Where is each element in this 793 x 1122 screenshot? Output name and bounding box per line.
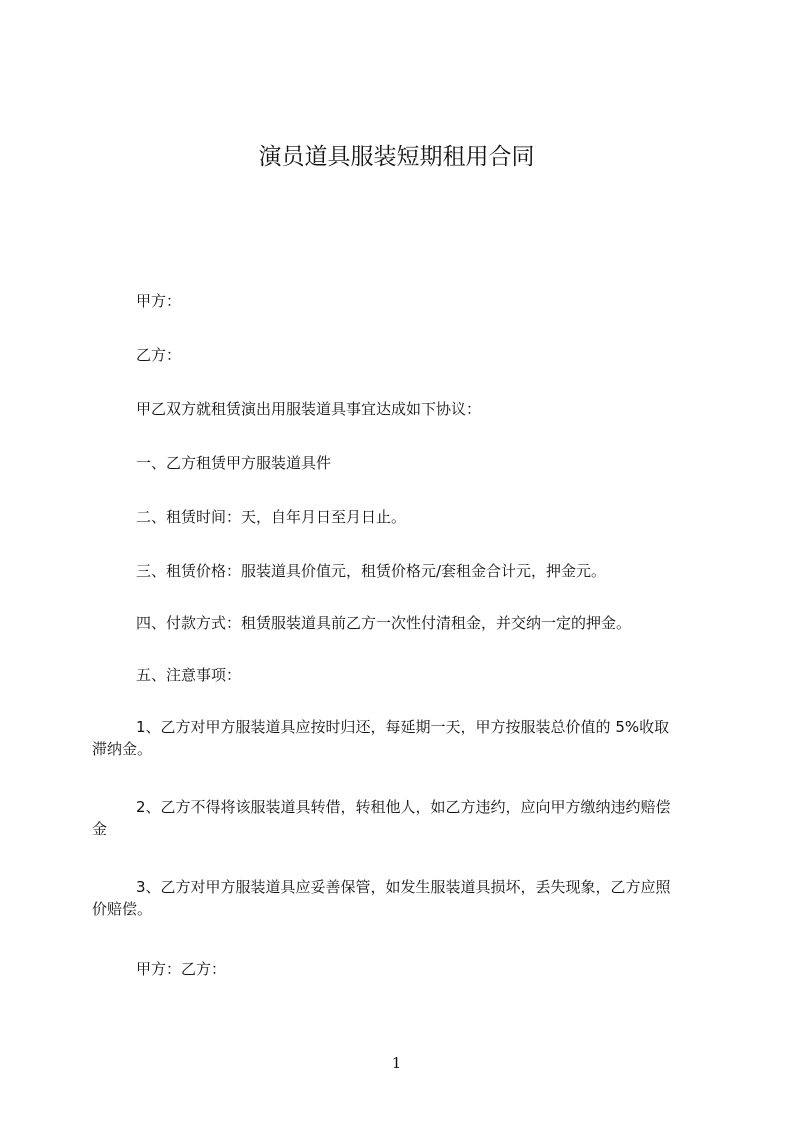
clause-2: 二、租赁时间：天，自年月日至月日止。 [136, 508, 407, 526]
note-1 [92, 716, 712, 760]
intro-paragraph: 甲乙双方就租赁演出用服装道具事宜达成如下协议： [136, 400, 482, 418]
note-2 [92, 796, 712, 840]
document-title: 演员道具服装短期租用合同 [258, 144, 535, 170]
clause-3: 三、租赁价格：服装道具价值元，租赁价格元/套租金合计元，押金元。 [136, 562, 607, 580]
clause-4: 四、付款方式：租赁服装道具前乙方一次性付清租金，并交纳一定的押金。 [136, 614, 632, 632]
party-b-label: 乙方： [136, 346, 182, 364]
note-3-line-2: 价赔偿。 [92, 900, 153, 918]
note-1-line-2: 滞纳金。 [92, 740, 153, 758]
clause-1: 一、乙方租赁甲方服装道具件 [136, 454, 332, 472]
note-2-line-2: 金 [92, 820, 108, 838]
clause-5: 五、注意事项： [136, 666, 242, 684]
note-1-line-1: 1、乙方对甲方服装道具应按时归还，每延期一天，甲方按服装总价值的 5%收取 [136, 718, 670, 736]
page-number: 1 [391, 1054, 402, 1072]
note-2-line-1: 2、乙方不得将该服装道具转借，转租他人，如乙方违约，应向甲方缴纳违约赔偿 [136, 798, 671, 816]
signature-line: 甲方：乙方： [136, 960, 227, 978]
note-3-line-1: 3、乙方对甲方服装道具应妥善保管，如发生服装道具损坏，丢失现象，乙方应照 [136, 878, 671, 896]
note-3 [92, 876, 712, 920]
party-a-label: 甲方： [136, 292, 182, 310]
